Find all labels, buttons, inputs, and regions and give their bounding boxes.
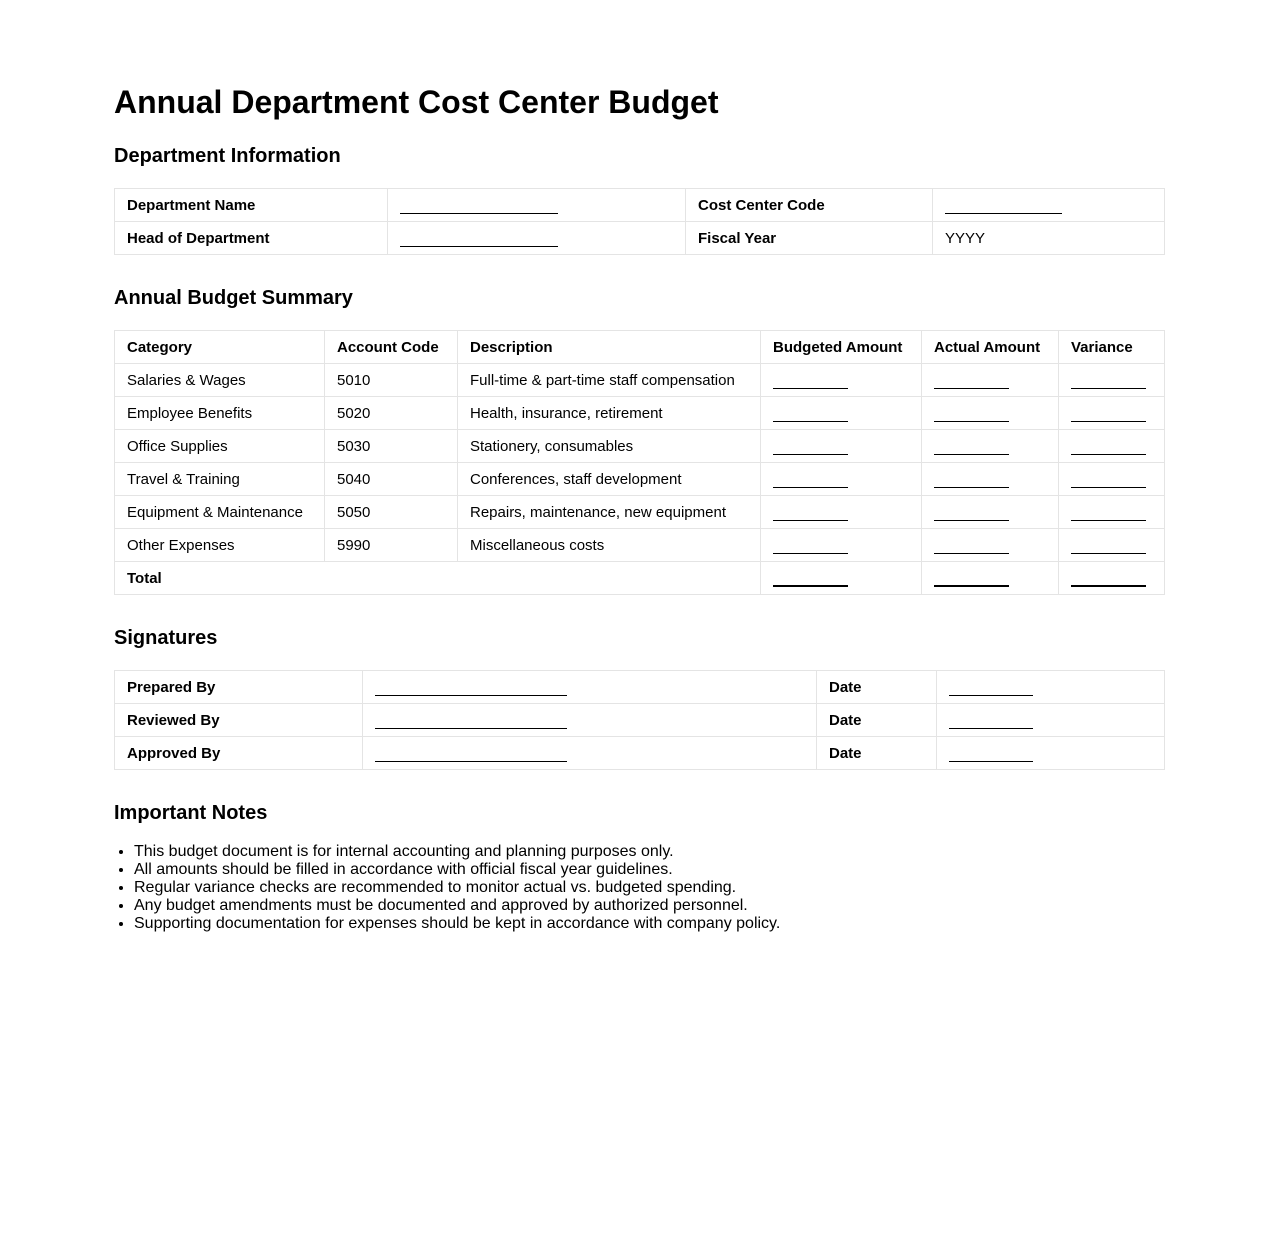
budgeted-amount-field[interactable] bbox=[761, 529, 922, 562]
department-info-heading: Department Information bbox=[114, 145, 341, 167]
table-row bbox=[115, 496, 1165, 529]
table-row bbox=[115, 189, 1165, 222]
actual-amount-field[interactable] bbox=[922, 463, 1059, 496]
actual-amount-field[interactable] bbox=[922, 430, 1059, 463]
cost-center-code-label: Cost Center Code bbox=[686, 189, 933, 222]
blank-line bbox=[773, 405, 848, 422]
table-row bbox=[115, 463, 1165, 496]
blank-line bbox=[375, 679, 567, 696]
actual-amount-field[interactable] bbox=[922, 397, 1059, 430]
blank-line bbox=[400, 197, 558, 214]
fiscal-year-label: Fiscal Year bbox=[686, 222, 933, 255]
total-variance-field[interactable] bbox=[1059, 562, 1165, 595]
blank-line bbox=[1071, 372, 1146, 389]
fiscal-year-field[interactable]: YYYY bbox=[933, 222, 1165, 255]
blank-line bbox=[375, 712, 567, 729]
department-name-label: Department Name bbox=[115, 189, 388, 222]
blank-line bbox=[1071, 405, 1146, 422]
budgeted-amount-field[interactable] bbox=[761, 397, 922, 430]
column-header-category: Category bbox=[115, 331, 325, 364]
account-code-cell: 5030 bbox=[325, 430, 458, 463]
description-cell: Conferences, staff development bbox=[458, 463, 761, 496]
head-of-department-label: Head of Department bbox=[115, 222, 388, 255]
blank-line bbox=[934, 569, 1009, 587]
reviewed-date-field[interactable] bbox=[937, 704, 1165, 737]
blank-line bbox=[1071, 438, 1146, 455]
blank-line bbox=[773, 537, 848, 554]
budget-summary-table bbox=[114, 330, 1165, 595]
total-actual-field[interactable] bbox=[922, 562, 1059, 595]
total-budgeted-field[interactable] bbox=[761, 562, 922, 595]
table-row bbox=[115, 397, 1165, 430]
blank-line bbox=[1071, 537, 1146, 554]
signatures-heading: Signatures bbox=[114, 627, 218, 649]
prepared-date-field[interactable] bbox=[937, 671, 1165, 704]
category-cell: Employee Benefits bbox=[115, 397, 325, 430]
blank-line bbox=[773, 372, 848, 389]
list-item: • Any budget amendments must be documented and approved by authorized personnel. bbox=[134, 897, 1164, 915]
actual-amount-field[interactable] bbox=[922, 496, 1059, 529]
blank-line bbox=[400, 230, 558, 247]
description-cell: Repairs, maintenance, new equipment bbox=[458, 496, 761, 529]
department-name-field[interactable] bbox=[388, 189, 686, 222]
table-row bbox=[115, 430, 1165, 463]
blank-line bbox=[949, 712, 1033, 729]
prepared-by-label: Prepared By bbox=[115, 671, 363, 704]
description-cell: Full-time & part-time staff compensation bbox=[458, 364, 761, 397]
variance-field[interactable] bbox=[1059, 529, 1165, 562]
category-cell: Other Expenses bbox=[115, 529, 325, 562]
budgeted-amount-field[interactable] bbox=[761, 496, 922, 529]
variance-field[interactable] bbox=[1059, 463, 1165, 496]
blank-line bbox=[949, 679, 1033, 696]
blank-line bbox=[934, 438, 1009, 455]
blank-line bbox=[1071, 569, 1146, 587]
description-cell: Stationery, consumables bbox=[458, 430, 761, 463]
account-code-cell: 5010 bbox=[325, 364, 458, 397]
table-row bbox=[115, 529, 1165, 562]
blank-line bbox=[934, 471, 1009, 488]
blank-line bbox=[934, 504, 1009, 521]
column-header-account-code: Account Code bbox=[325, 331, 458, 364]
list-item: • This budget document is for internal accounting and planning purposes only. bbox=[134, 843, 1164, 861]
notes-list bbox=[114, 843, 1164, 933]
cost-center-code-field[interactable] bbox=[933, 189, 1165, 222]
blank-line bbox=[949, 745, 1033, 762]
account-code-cell: 5050 bbox=[325, 496, 458, 529]
table-row bbox=[115, 737, 1165, 770]
column-header-budgeted-amount: Budgeted Amount bbox=[761, 331, 922, 364]
budgeted-amount-field[interactable] bbox=[761, 364, 922, 397]
actual-amount-field[interactable] bbox=[922, 529, 1059, 562]
blank-line bbox=[1071, 471, 1146, 488]
list-item: • All amounts should be filled in accordance with official fiscal year guidelines. bbox=[134, 861, 1164, 879]
variance-field[interactable] bbox=[1059, 364, 1165, 397]
budgeted-amount-field[interactable] bbox=[761, 430, 922, 463]
blank-line bbox=[945, 197, 1062, 214]
blank-line bbox=[1071, 504, 1146, 521]
blank-line bbox=[934, 405, 1009, 422]
blank-line bbox=[375, 745, 567, 762]
signatures-table bbox=[114, 670, 1165, 770]
budgeted-amount-field[interactable] bbox=[761, 463, 922, 496]
date-label: Date bbox=[817, 704, 937, 737]
column-header-actual-amount: Actual Amount bbox=[922, 331, 1059, 364]
variance-field[interactable] bbox=[1059, 496, 1165, 529]
actual-amount-field[interactable] bbox=[922, 364, 1059, 397]
approved-by-label: Approved By bbox=[115, 737, 363, 770]
date-label: Date bbox=[817, 737, 937, 770]
category-cell: Salaries & Wages bbox=[115, 364, 325, 397]
page-title: Annual Department Cost Center Budget bbox=[114, 84, 719, 120]
blank-line bbox=[773, 438, 848, 455]
list-item: • Supporting documentation for expenses should be kept in accordance with company policy. bbox=[134, 915, 1164, 933]
variance-field[interactable] bbox=[1059, 397, 1165, 430]
approved-by-signature-field[interactable] bbox=[363, 737, 817, 770]
date-label: Date bbox=[817, 671, 937, 704]
blank-line bbox=[773, 569, 848, 587]
table-row bbox=[115, 364, 1165, 397]
category-cell: Office Supplies bbox=[115, 430, 325, 463]
prepared-by-signature-field[interactable] bbox=[363, 671, 817, 704]
description-cell: Health, insurance, retirement bbox=[458, 397, 761, 430]
total-label: Total bbox=[115, 562, 761, 595]
blank-line bbox=[934, 372, 1009, 389]
budget-summary-heading: Annual Budget Summary bbox=[114, 287, 353, 309]
blank-line bbox=[773, 471, 848, 488]
account-code-cell: 5040 bbox=[325, 463, 458, 496]
reviewed-by-label: Reviewed By bbox=[115, 704, 363, 737]
variance-field[interactable] bbox=[1059, 430, 1165, 463]
important-notes-heading: Important Notes bbox=[114, 802, 268, 824]
account-code-cell: 5990 bbox=[325, 529, 458, 562]
approved-date-field[interactable] bbox=[937, 737, 1165, 770]
column-header-variance: Variance bbox=[1059, 331, 1165, 364]
list-item: • Regular variance checks are recommended to monitor actual vs. budgeted spending. bbox=[134, 879, 1164, 897]
blank-line bbox=[934, 537, 1009, 554]
blank-line bbox=[773, 504, 848, 521]
table-row bbox=[115, 671, 1165, 704]
table-header-row bbox=[115, 331, 1165, 364]
table-row bbox=[115, 222, 1165, 255]
column-header-description: Description bbox=[458, 331, 761, 364]
table-row bbox=[115, 704, 1165, 737]
description-cell: Miscellaneous costs bbox=[458, 529, 761, 562]
account-code-cell: 5020 bbox=[325, 397, 458, 430]
total-row bbox=[115, 562, 1165, 595]
department-info-table bbox=[114, 188, 1165, 255]
reviewed-by-signature-field[interactable] bbox=[363, 704, 817, 737]
category-cell: Equipment & Maintenance bbox=[115, 496, 325, 529]
category-cell: Travel & Training bbox=[115, 463, 325, 496]
head-of-department-field[interactable] bbox=[388, 222, 686, 255]
